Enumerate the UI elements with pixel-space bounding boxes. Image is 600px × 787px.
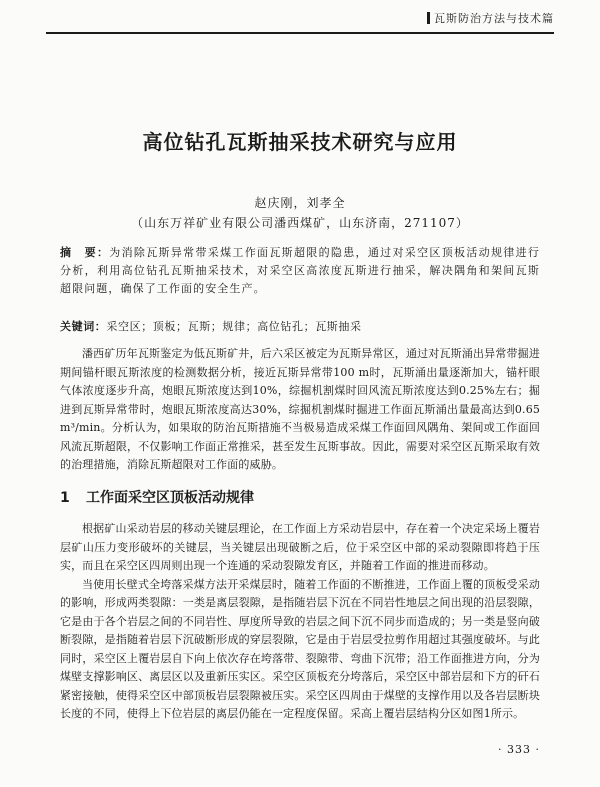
section-1-body <box>60 520 540 724</box>
running-header <box>427 10 554 26</box>
abstract-text: 为消除瓦斯异常带采煤工作面瓦斯超限的隐患，通过对采空区顶板活动规律进行分析，利用高位钻孔瓦斯抽采技术，对采空区高浓度瓦斯进行抽采，解决隅角和架间瓦斯超限问题，确保了工作面的安全生产。 <box>60 246 541 295</box>
intro-section <box>60 345 540 475</box>
keywords-label: 关键词： <box>60 320 107 333</box>
keywords-text: 采空区；顶板；瓦斯；规律；高位钻孔；瓦斯抽采 <box>106 320 362 333</box>
running-header-text: 瓦斯防治方法与技术篇 <box>434 12 554 25</box>
intro-paragraph: 潘西矿历年瓦斯鉴定为低瓦斯矿井，后六采区被定为瓦斯异常区，通过对瓦斯涌出异常带掘进期间锚杆眼瓦斯浓度的检测数据分析，接近瓦斯异常带100 m时，瓦斯涌出量逐渐加大，锚杆眼气体浓度逐步升高，炮眼瓦斯浓度达到10%，综掘机割煤时回风流瓦斯浓度达到0.25%左右；掘进到瓦斯异常带时，炮眼瓦斯浓度高达30%，综掘机割煤时掘进工作面瓦斯涌出量最高达到0.65 m³/min。分析认为，如果取的防治瓦斯措施不当极易造成采煤工作面回风隅角、架间或工作面回风流瓦斯超限，不仅影响工作面正常推采，甚至发生瓦斯事故。因此，需要对采空区瓦斯采取有效的治理措施，消除瓦斯超限对工作面的威胁。 <box>60 347 540 471</box>
abstract <box>60 244 540 298</box>
abstract-label: 摘 要： <box>60 246 110 259</box>
page-number: · 333 · <box>498 743 540 756</box>
section-number: 1 <box>60 490 70 506</box>
paper-title: 高位钻孔瓦斯抽采技术研究与应用 <box>142 130 458 154</box>
paragraph: 根据矿山采动岩层的移动关键层理论，在工作面上方采动岩层中，存在着一个决定采场上覆岩层矿山压力变形破坏的关键层，当关键层出现破断之后，位于采空区中部的采动裂隙即将趋于压实，而且在采空区四周则出现一个连通的采动裂隙发育区，并随着工作面的推进而移动。 <box>60 522 540 572</box>
authors: 赵庆刚，刘孝全 <box>254 196 346 210</box>
affiliation: （山东万祥矿业有限公司潘西煤矿，山东济南，271107） <box>131 216 469 230</box>
header-bar-icon <box>427 12 430 24</box>
paragraph: 当使用长壁式全垮落采煤方法开采煤层时，随着工作面的不断推进，工作面上覆的顶板受采动的影响，形成两类裂隙：一类是离层裂隙，是指随岩层下沉在不同岩性地层之间出现的沿层裂隙，它是由于各个岩层之间的不同岩性、厚度所导致的岩层之间下沉不同步而造成的；另一类是竖向破断裂隙，是指随着岩层下沉破断形成的穿层裂隙，它是由于岩层受拉剪作用超过其强度破坏。与此同时，采空区上覆岩层自下向上依次存在垮落带、裂隙带、弯曲下沉带；沿工作面推进方向，分为煤壁支撑影响区、离层区以及重新压实区。采空区顶板充分垮落后，采空区中部岩层和下方的矸石紧密接触，使得采空区中部顶板岩层裂隙被压实。采空区四周由于煤壁的支撑作用以及各岩层断块长度的不同，使得上下位岩层的离层仍能在一定程度保留。采高上覆岩层结构分区如图1所示。 <box>60 577 540 720</box>
keywords <box>60 318 540 336</box>
header-rule <box>46 32 554 34</box>
section-title: 工作面采空区顶板活动规律 <box>86 490 254 506</box>
section-1-heading <box>60 487 254 507</box>
